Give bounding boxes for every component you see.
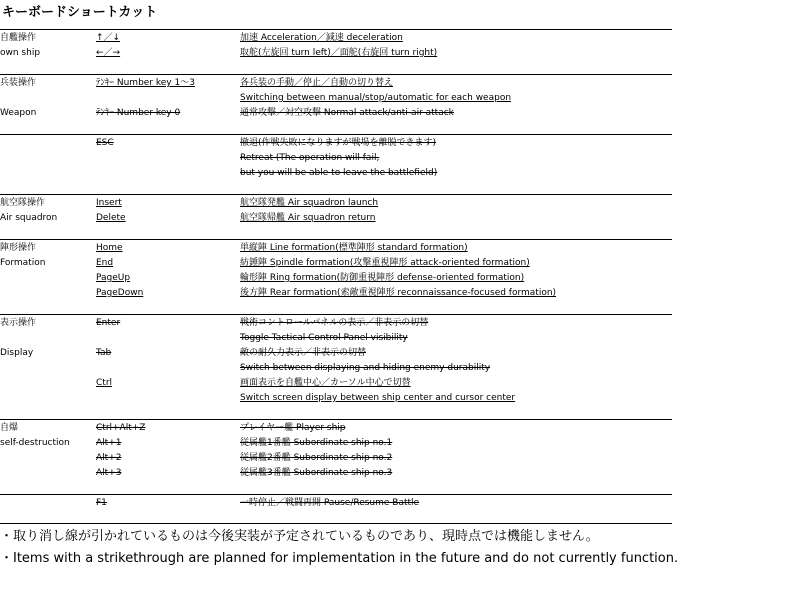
shortcut-row <box>0 91 800 106</box>
shortcut-description: 一時停止／戦闘再開 Pause/Resume Battle <box>240 498 420 508</box>
shortcut-row <box>0 136 800 151</box>
separator-line <box>0 523 672 524</box>
shortcut-description: 画面表示を自艦中心／カーソル中心で切替 <box>240 378 411 388</box>
shortcut-row <box>0 346 800 361</box>
section-label: self-destruction <box>0 438 70 448</box>
shortcut-key: PageDown <box>96 288 144 298</box>
shortcut-row <box>0 196 800 211</box>
shortcut-key: ↑／↓ <box>96 33 121 43</box>
shortcut-description: 輪形陣 Ring formation(防御重視陣形 defense-oriented formation) <box>240 273 525 283</box>
section-label: 表示操作 <box>0 318 37 328</box>
shortcut-description: 撤退(作戦失敗になりますが戦場を離脱できます) <box>240 138 437 148</box>
shortcut-row <box>0 106 800 121</box>
shortcut-description: 航空隊発艦 Air squadron launch <box>240 198 379 208</box>
shortcut-row <box>0 211 800 226</box>
shortcut-description: 戦術コントロールパネルの表示／非表示の切替 <box>240 318 429 328</box>
shortcut-description: 加速 Acceleration／減速 deceleration <box>240 33 403 43</box>
shortcut-description: プレイヤー艦 Player ship <box>240 423 346 433</box>
shortcut-row <box>0 166 800 181</box>
shortcut-key: Delete <box>96 213 126 223</box>
separator-line <box>0 494 672 495</box>
shortcut-key: ﾃﾝｷｰ Number key 0 <box>96 108 181 118</box>
shortcut-description: Switching between manual/stop/automatic for each weapon <box>240 93 512 103</box>
shortcut-description: Switch between displaying and hiding enemy durability <box>240 363 491 373</box>
shortcut-row <box>0 286 800 301</box>
section-label: Weapon <box>0 108 37 118</box>
shortcut-row <box>0 376 800 391</box>
shortcut-row <box>0 451 800 466</box>
shortcut-key: Alt+1 <box>96 438 122 448</box>
shortcut-description: Switch screen display between ship center and cursor center <box>240 393 516 403</box>
shortcut-row <box>0 271 800 286</box>
shortcut-key: Home <box>96 243 123 253</box>
shortcut-key: Ctrl <box>96 378 113 388</box>
separator-line <box>0 239 672 240</box>
shortcut-row <box>0 361 800 376</box>
section-label: 航空隊操作 <box>0 198 46 208</box>
shortcut-description: 従属艦1番艦 Subordinate ship no.1 <box>240 438 393 448</box>
shortcut-key: F1 <box>96 498 107 508</box>
shortcut-key: Tab <box>96 348 112 358</box>
separator-line <box>0 134 672 135</box>
shortcut-description: 単縦陣 Line formation(標準陣形 standard formation) <box>240 243 468 253</box>
shortcut-row <box>0 241 800 256</box>
section-label: Display <box>0 348 34 358</box>
section-label: 兵装操作 <box>0 78 37 88</box>
shortcut-description: Toggle Tactical Control Panel visibility <box>240 333 408 343</box>
page-title: キーボードショートカット <box>2 5 158 20</box>
shortcut-description: 紡錘陣 Spindle formation(攻撃重視陣形 attack-oriented formation) <box>240 258 530 268</box>
shortcut-key: Alt+3 <box>96 468 122 478</box>
shortcut-row <box>0 421 800 436</box>
shortcut-row <box>0 46 800 61</box>
section-label: 自艦操作 <box>0 33 37 43</box>
separator-line <box>0 29 672 30</box>
shortcut-key: ←／→ <box>96 48 121 58</box>
shortcut-description: 従属艦2番艦 Subordinate ship no.2 <box>240 453 393 463</box>
footnote-japanese: ・取り消し線が引かれているものは今後実装が予定されているものであり、現時点では機能しません。 <box>0 529 599 544</box>
shortcut-key: Alt+2 <box>96 453 122 463</box>
shortcut-description: 通常攻撃／対空攻撃 Normal attack/anti-air attack <box>240 108 454 118</box>
shortcut-row <box>0 331 800 346</box>
shortcut-row <box>0 256 800 271</box>
shortcut-row <box>0 466 800 481</box>
separator-line <box>0 314 672 315</box>
shortcut-description: 後方陣 Rear formation(索敵重視陣形 reconnaissance-focused formation) <box>240 288 557 298</box>
separator-line <box>0 194 672 195</box>
shortcut-description: Retreat (The operation will fail, <box>240 153 380 163</box>
shortcut-description: 各兵装の手動／停止／自動の切り替え <box>240 78 394 88</box>
shortcut-key: Enter <box>96 318 121 328</box>
shortcut-key: End <box>96 258 114 268</box>
footnotes <box>0 526 678 570</box>
shortcut-row <box>0 436 800 451</box>
section-label: Air squadron <box>0 213 58 223</box>
footnote-english: ・Items with a strikethrough are planned for implementation in the future and do not currently function. <box>0 551 679 566</box>
separator-line <box>0 419 672 420</box>
shortcut-description: 敵の耐久力表示／非表示の切替 <box>240 348 367 358</box>
shortcut-description: 従属艦3番艦 Subordinate ship no.3 <box>240 468 393 478</box>
section-label: own ship <box>0 48 41 58</box>
shortcut-row <box>0 391 800 406</box>
shortcut-row <box>0 76 800 91</box>
shortcut-row <box>0 31 800 46</box>
shortcut-row <box>0 496 800 511</box>
shortcut-description: 取舵(左旋回 turn left)／面舵(右旋回 turn right) <box>240 48 438 58</box>
shortcut-key: ESC <box>96 138 114 148</box>
separator-line <box>0 74 672 75</box>
section-label: 陣形操作 <box>0 243 37 253</box>
shortcut-key: Ctrl+Alt+Z <box>96 423 146 433</box>
shortcut-description: but you will be able to leave the battlefield) <box>240 168 438 178</box>
shortcut-row <box>0 151 800 166</box>
shortcut-row <box>0 316 800 331</box>
section-label: 自爆 <box>0 423 19 433</box>
shortcut-key: Insert <box>96 198 122 208</box>
shortcut-key: PageUp <box>96 273 131 283</box>
section-label: Formation <box>0 258 46 268</box>
shortcut-key: ﾃﾝｷｰ Number key 1～3 <box>96 78 195 88</box>
shortcut-description: 航空隊帰艦 Air squadron return <box>240 213 376 223</box>
